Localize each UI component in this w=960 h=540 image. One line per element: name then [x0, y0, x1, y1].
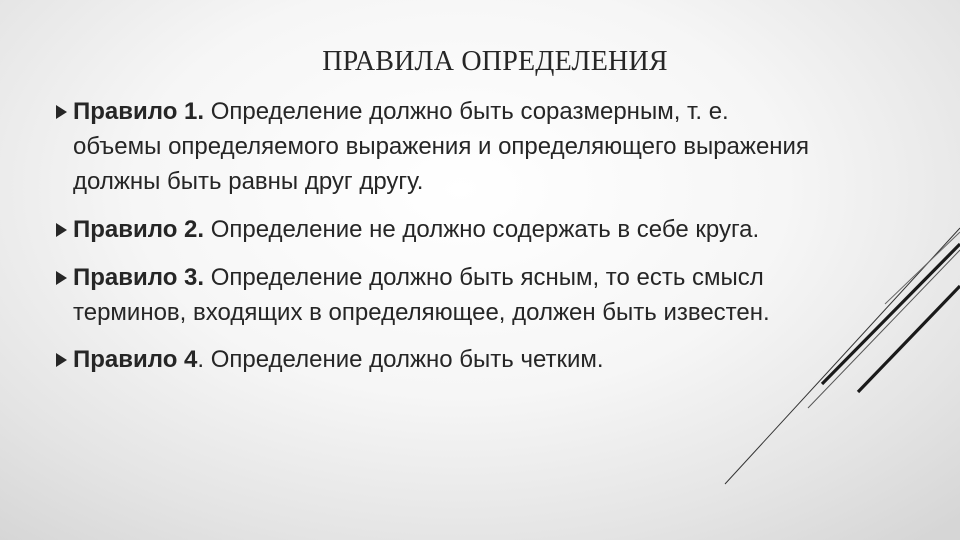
rule-text: Определение должно быть ясным, то есть смысл терминов, входящих в определяющее, должен быть известен. [73, 264, 770, 326]
rule-heading: Правило 1. [73, 98, 205, 125]
rule-heading: Правило 3. [73, 264, 205, 291]
deco-line-thick-2 [858, 286, 960, 392]
rule-heading: Правило 4 [73, 346, 198, 373]
deco-line-thin-short [885, 232, 960, 304]
deco-line-thin-mid [808, 250, 960, 408]
rule-text: . Определение должно быть четким. [197, 346, 604, 373]
slide-title: ПРАВИЛА ОПРЕДЕЛЕНИЯ [322, 46, 668, 77]
deco-line-thick-1 [822, 244, 960, 384]
rule-text: Определение не должно содержать в себе круга. [204, 216, 760, 243]
rule-text: Определение должно быть соразмерным, т. е. объемы определяемого выражения и определяющего выражения должны быть равны друг другу. [73, 98, 809, 195]
rule-heading: Правило 2. [73, 216, 205, 243]
